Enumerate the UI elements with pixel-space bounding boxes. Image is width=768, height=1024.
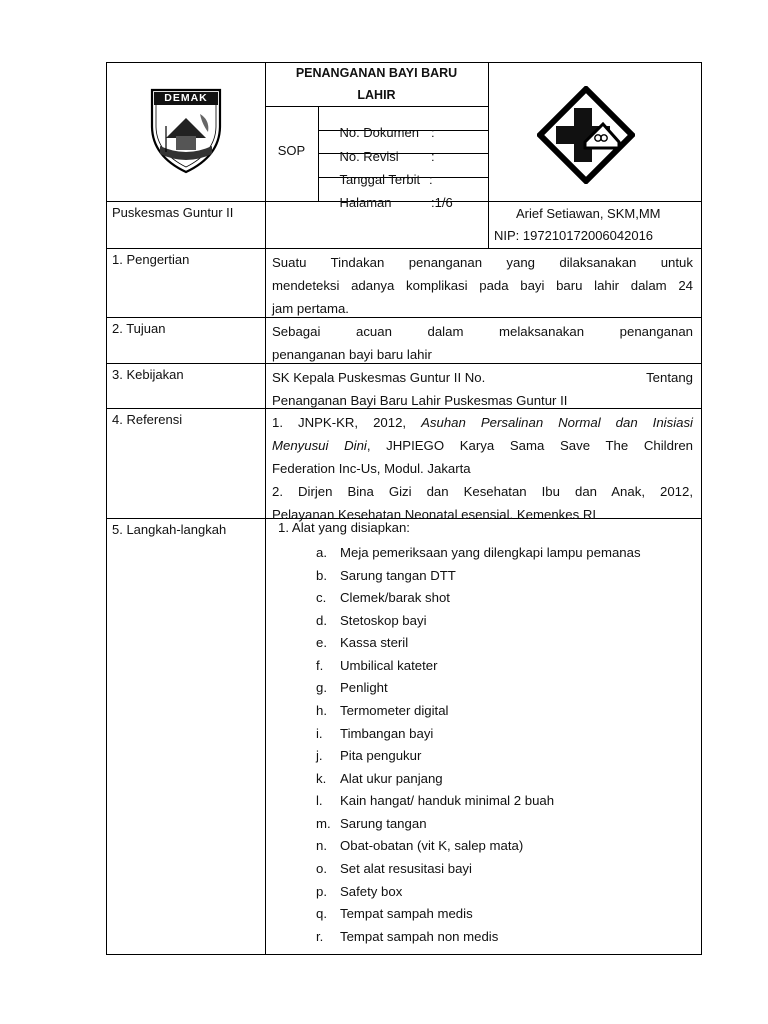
list-item: i. Timbangan bayi (316, 726, 434, 741)
content-referensi: 1. JNPK-KR, 2012, Asuhan Persalinan Normal dan Inisiasi Menyusui Dini, JHPIEGO Karya Sama Save The Children Federation Inc-Us, Modul. Jakarta 2. Dirjen Bina Gizi dan Kesehatan Ibu dan Anak, 2012, Pelayanan Kesehatan Neonatal esensial. Kemenkes RI (272, 415, 694, 522)
list-item: c. Clemek/barak shot (316, 590, 450, 605)
meta-halaman: Halaman :1/6 (339, 195, 453, 210)
meta-tanggal-terbit: Tanggal Terbit : (339, 172, 433, 187)
signer-divider (488, 202, 489, 249)
content-pengertian: Suatu Tindakan penanganan yang dilaksanakan untuk mendeteksi adanya komplikasi pada bayi baru lahir dalam 24 jam pertama. (272, 255, 693, 316)
document-title (265, 62, 488, 106)
label-tujuan: 2. Tujuan (112, 321, 166, 336)
list-item: g. Penlight (316, 680, 388, 695)
puskesmas-name: Puskesmas Guntur II (112, 205, 234, 220)
list-item: f. Umbilical kateter (316, 658, 438, 673)
label-referensi: 4. Referensi (112, 412, 183, 427)
list-item: d. Stetoskop bayi (316, 613, 427, 628)
list-item: a. Meja pemeriksaan yang dilengkapi lampu pemanas (316, 545, 641, 560)
signer-name: Arief Setiawan, SKM,MM (516, 206, 661, 221)
list-item: m. Sarung tangan (316, 816, 427, 831)
header-divider-right (488, 62, 489, 202)
puskesmas-logo-icon (537, 86, 635, 184)
meta-no-dokumen: No. Dokumen : (339, 125, 435, 140)
content-kebijakan: SK Kepala Puskesmas Guntur II No. Tentang Penanganan Bayi Baru Lahir Puskesmas Guntur II (272, 370, 693, 408)
title-line-1: PENANGANAN BAYI BARU (295, 66, 458, 80)
list-item: h. Termometer digital (316, 703, 449, 718)
list-item: e. Kassa steril (316, 635, 409, 650)
label-langkah: 5. Langkah-langkah (112, 522, 227, 537)
signer-nip: NIP: 197210172006042016 (494, 228, 654, 243)
list-item: p. Safety box (316, 884, 403, 899)
row-kebijakan (106, 364, 702, 409)
row-referensi (106, 409, 702, 522)
demak-crest-label: DEMAK (164, 92, 208, 104)
list-item: b. Sarung tangan DTT (316, 568, 456, 583)
step-1-heading: 1. Alat yang disiapkan: (278, 520, 410, 535)
list-item: o. Set alat resusitasi bayi (316, 861, 472, 876)
list-item: n. Obat-obatan (vit K, salep mata) (316, 838, 524, 853)
header-divider-sop (318, 106, 319, 202)
list-item: l. Kain hangat/ handuk minimal 2 buah (316, 793, 555, 808)
row-pengertian (106, 249, 702, 318)
title-line-2: LAHIR (357, 88, 396, 102)
label-pengertian: 1. Pengertian (112, 252, 190, 267)
content-tujuan: Sebagai acuan dalam melaksanakan penanganan penanganan bayi baru lahir (272, 324, 693, 362)
row-tujuan (106, 318, 702, 364)
list-item: j. Pita pengukur (316, 748, 422, 763)
header-title-underline (265, 106, 488, 107)
sop-label: SOP (277, 143, 306, 158)
meta-no-revisi: No. Revisi : (339, 149, 435, 164)
list-item: r. Tempat sampah non medis (316, 929, 499, 944)
label-kebijakan: 3. Kebijakan (112, 367, 184, 382)
list-item: q. Tempat sampah medis (316, 906, 473, 921)
list-item: k. Alat ukur panjang (316, 771, 443, 786)
